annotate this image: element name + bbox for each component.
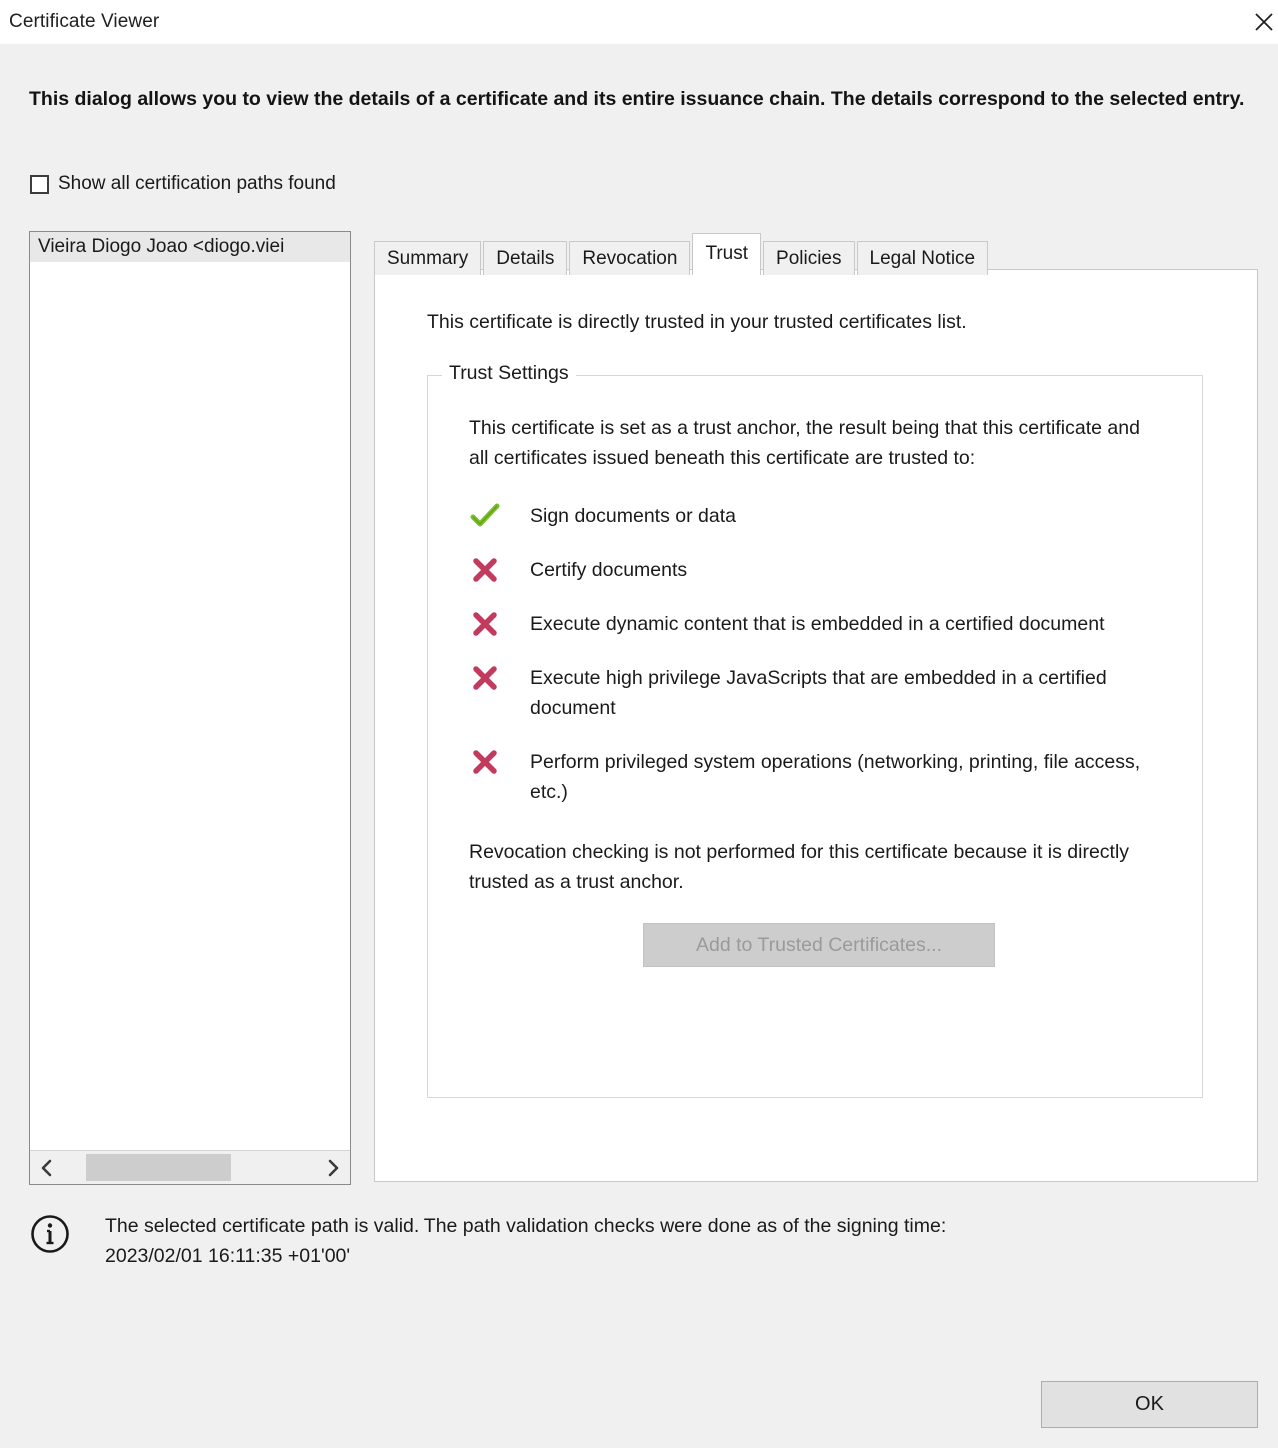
cross-icon: [469, 609, 501, 639]
cross-icon: [469, 747, 501, 777]
certificate-path-list-body[interactable]: [30, 232, 350, 1150]
cross-icon: [469, 663, 501, 693]
tab-details[interactable]: Details: [483, 241, 567, 275]
scrollbar-track[interactable]: [64, 1151, 316, 1184]
trust-permission-row: [469, 555, 1169, 585]
trust-intro-text: This certificate is directly trusted in your trusted certificates list.: [427, 311, 967, 333]
window-title: Certificate Viewer: [9, 11, 160, 32]
trust-permission-label: Execute high privilege JavaScripts that are embedded in a certified document: [530, 667, 1107, 719]
chevron-left-icon[interactable]: [30, 1151, 64, 1184]
trust-permission-label: Execute dynamic content that is embedded in a certified document: [530, 613, 1105, 635]
validation-timestamp: 2023/02/01 16:11:35 +01'00': [105, 1245, 351, 1267]
dialog-description: [29, 85, 1261, 113]
checkbox-box[interactable]: [30, 175, 49, 194]
trust-anchor-description: This certificate is set as a trust anchor, the result being that this certificate and all certificates issued beneath this certificate are trusted to:: [469, 417, 1140, 469]
dialog-description-text: This dialog allows you to view the details of a certificate and its entire issuance chain. The details correspond to the selected entry.: [29, 88, 1245, 110]
list-item[interactable]: Vieira Diogo Joao <diogo.viei: [30, 232, 350, 262]
tab-summary[interactable]: Summary: [374, 241, 481, 275]
validation-status-text: [105, 1211, 946, 1271]
trust-permission-label: Perform privileged system operations (networking, printing, file access, etc.): [530, 751, 1141, 803]
trust-permission-label: Certify documents: [530, 559, 688, 581]
info-icon: [29, 1213, 75, 1260]
trust-settings-content: [469, 413, 1169, 967]
trust-permission-row: [469, 663, 1169, 723]
tab-policies[interactable]: Policies: [763, 241, 854, 275]
scrollbar-thumb[interactable]: [86, 1154, 231, 1181]
add-trusted-button-wrap: [469, 923, 1169, 967]
tab-revocation[interactable]: Revocation: [569, 241, 690, 275]
validation-status: [29, 1211, 1029, 1271]
tab-legal-notice[interactable]: Legal Notice: [857, 241, 989, 275]
check-icon: [469, 501, 501, 531]
trust-settings-group: [427, 362, 1203, 1098]
show-all-paths-label: Show all certification paths found: [58, 173, 336, 194]
validation-status-line-1: The selected certificate path is valid.: [105, 1215, 420, 1237]
trust-permission-row: [469, 501, 1169, 531]
ok-button[interactable]: OK: [1041, 1381, 1258, 1428]
tab-bar[interactable]: [374, 233, 990, 275]
horizontal-scrollbar[interactable]: [30, 1150, 350, 1184]
certificate-path-list[interactable]: [29, 231, 351, 1185]
revocation-note: Revocation checking is not performed for this certificate because it is directly trusted as a trust anchor.: [469, 841, 1130, 893]
trust-permission-row: [469, 747, 1169, 807]
trust-tab-panel: [374, 269, 1258, 1182]
add-to-trusted-certificates-button[interactable]: Add to Trusted Certificates...: [643, 923, 995, 967]
trust-permission-label: Sign documents or data: [530, 505, 736, 527]
close-icon[interactable]: [1242, 2, 1278, 42]
tab-trust[interactable]: Trust: [692, 233, 761, 275]
cross-icon: [469, 555, 501, 585]
show-all-paths-checkbox[interactable]: [30, 173, 336, 195]
validation-time-label: The path validation checks were done as of the signing time:: [423, 1215, 947, 1237]
trust-permission-list: [469, 501, 1169, 807]
trust-permission-row: [469, 609, 1169, 639]
title-bar: [0, 0, 1278, 44]
trust-settings-legend: Trust Settings: [442, 362, 576, 385]
chevron-right-icon[interactable]: [316, 1151, 350, 1184]
